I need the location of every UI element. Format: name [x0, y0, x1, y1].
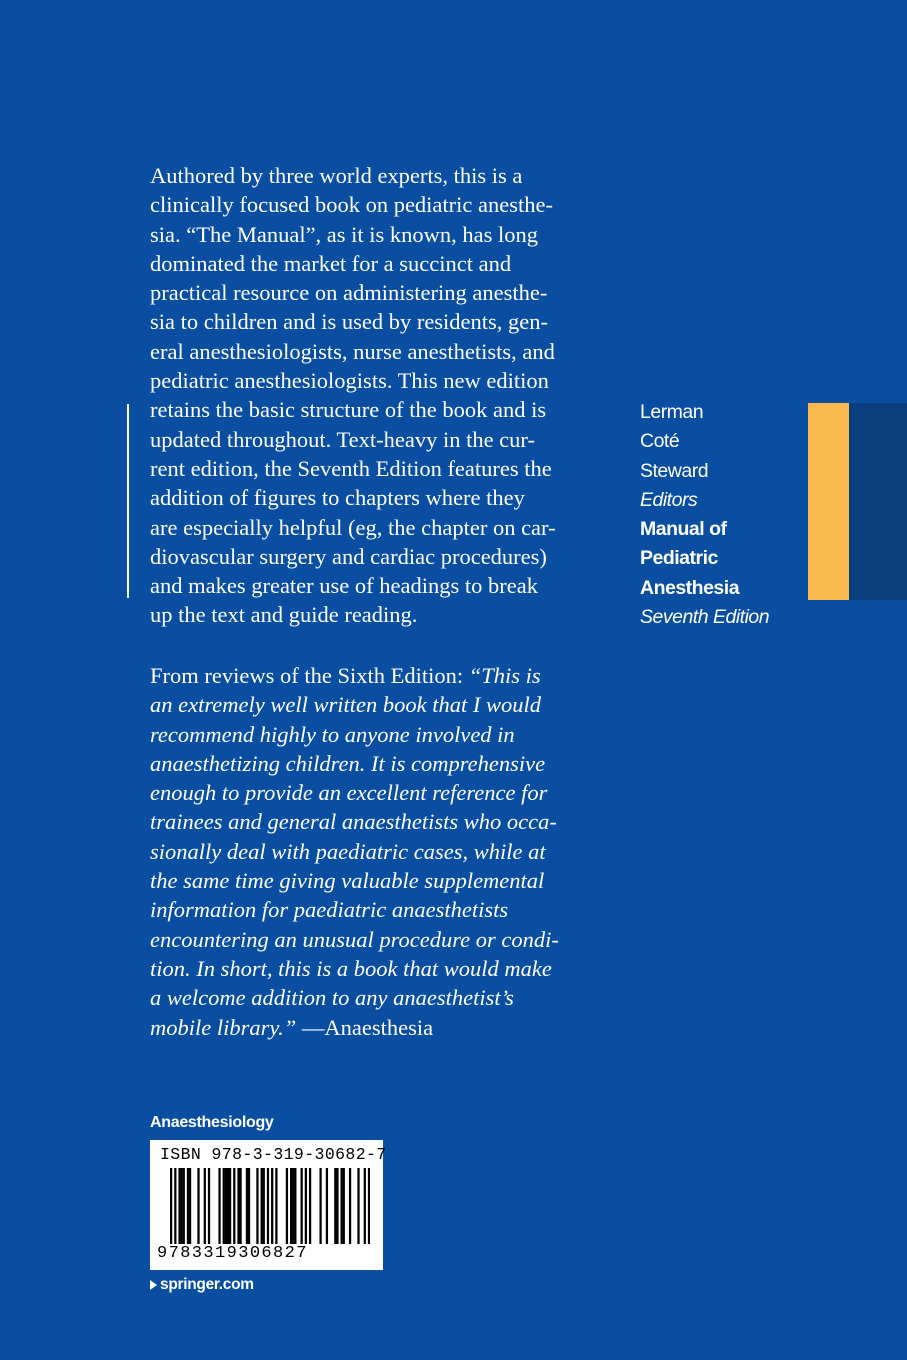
barcode-bar — [267, 1168, 269, 1244]
description-line: sia. “The Manual”, as it is known, has long — [150, 221, 539, 247]
dark-stripe — [849, 403, 907, 600]
author-name: Steward — [640, 459, 709, 482]
barcode-bar — [309, 1168, 311, 1244]
description-line: up the text and guide reading. — [150, 602, 418, 628]
barcode-bar — [256, 1168, 258, 1244]
review-attribution: —Anaesthesia — [296, 1014, 434, 1040]
review-line: tion. In short, this is a book that would make — [150, 955, 552, 981]
barcode-bar — [305, 1168, 307, 1244]
gold-stripe — [808, 403, 849, 600]
barcode-bar — [233, 1168, 235, 1244]
review-line: anaesthetizing children. It is comprehensive — [150, 750, 546, 776]
editors-label: Editors — [640, 488, 698, 511]
barcode-bar — [174, 1168, 176, 1244]
barcode-bar — [170, 1168, 172, 1244]
description-line: dominated the market for a succinct and — [150, 250, 512, 276]
barcode-bar — [263, 1168, 265, 1244]
review-line: the same time giving valuable supplemental — [150, 868, 545, 894]
arrow-right-icon — [150, 1280, 157, 1290]
barcode-bar — [336, 1168, 338, 1244]
barcode-bar — [197, 1168, 199, 1244]
ean-digits: 9783319306827 — [157, 1244, 308, 1263]
barcode-bar — [181, 1168, 183, 1244]
review-line: trainees and general anaesthetists who occa- — [150, 809, 557, 835]
barcode-bar — [225, 1168, 227, 1244]
barcode-bar — [294, 1168, 296, 1244]
barcode-bar — [292, 1168, 294, 1244]
review-line: enough to provide an excellent reference for — [150, 780, 548, 806]
barcode-bar — [248, 1168, 250, 1244]
description-line: Authored by three world experts, this is a — [150, 163, 523, 188]
barcode-bar — [301, 1168, 303, 1244]
barcode-bar — [208, 1168, 210, 1244]
barcode-bar — [349, 1168, 351, 1244]
review-quote — [150, 661, 600, 1042]
description-line: updated throughout. Text-heavy in the cur- — [150, 426, 535, 452]
publisher-url: springer.com — [160, 1276, 254, 1293]
barcode-bar — [334, 1168, 336, 1244]
description-line: diovascular surgery and cardiac procedures) — [150, 543, 547, 569]
review-line: sionally deal with paediatric cases, while at — [150, 838, 546, 864]
barcode-bar — [189, 1168, 191, 1244]
vertical-rule — [127, 404, 129, 598]
description-line: rent edition, the Seventh Edition features the — [150, 455, 552, 481]
barcode-bar — [237, 1168, 239, 1244]
review-quote-end: mobile library.” — [150, 1014, 297, 1040]
barcode-bar — [187, 1168, 189, 1244]
review-quote-start: “This is — [468, 663, 541, 688]
review-line — [150, 1013, 600, 1042]
barcode-bar — [261, 1168, 263, 1244]
description-line: eral anesthesiologists, nurse anesthetists, and — [150, 338, 555, 364]
description-line: sia to children and is used by residents, gen- — [150, 309, 549, 335]
review-line: recommend highly to anyone involved in — [150, 721, 515, 747]
barcode-bar — [218, 1168, 220, 1244]
barcode-bar — [229, 1168, 231, 1244]
barcode-bar — [275, 1168, 277, 1244]
barcode-image — [170, 1168, 370, 1244]
barcode-bar — [326, 1168, 328, 1244]
description-line: retains the basic structure of the book and is — [150, 397, 547, 423]
book-title-line: Anesthesia — [640, 576, 740, 599]
review-line: encountering an unusual procedure or condi- — [150, 926, 559, 952]
barcode-bar — [319, 1168, 321, 1244]
book-title-line: Manual of — [640, 518, 727, 541]
barcode-bar — [227, 1168, 229, 1244]
barcode-bar — [239, 1168, 241, 1244]
subject-category: Anaesthesiology — [150, 1114, 274, 1131]
barcode-bar — [178, 1168, 180, 1244]
barcode-bar — [357, 1168, 359, 1244]
description-line: clinically focused book on pediatric anesthe- — [150, 192, 553, 218]
barcode-bar — [271, 1168, 273, 1244]
edition-label: Seventh Edition — [640, 606, 770, 629]
review-line: an extremely well written book that I would — [150, 692, 541, 718]
barcode-bar — [223, 1168, 225, 1244]
review-line: information for paediatric anaesthetists — [150, 897, 509, 923]
barcode-bar — [204, 1168, 206, 1244]
review-line — [150, 661, 600, 690]
barcode-bar — [183, 1168, 185, 1244]
barcode-bar — [246, 1168, 248, 1244]
barcode-bar — [343, 1168, 345, 1244]
barcode-bar — [341, 1168, 343, 1244]
title-block — [640, 398, 800, 632]
description-line: practical resource on administering anesthe- — [150, 280, 548, 306]
author-name: Coté — [640, 430, 680, 453]
description-line: addition of figures to chapters where they — [150, 485, 525, 511]
isbn-number: ISBN 978-3-319-30682-7 — [160, 1145, 387, 1164]
book-title-line: Pediatric — [640, 547, 718, 570]
author-name: Lerman — [640, 401, 704, 423]
review-intro: From reviews of the Sixth Edition: — [150, 663, 469, 688]
description-line: pediatric anesthesiologists. This new edition — [150, 368, 549, 394]
review-line: a welcome addition to any anaesthetist’s — [150, 985, 514, 1011]
barcode-bar — [290, 1168, 292, 1244]
book-description — [150, 161, 600, 630]
barcode-bar — [364, 1168, 366, 1244]
barcode-label — [150, 1140, 387, 1270]
description-line: are especially helpful (eg, the chapter on car- — [150, 514, 556, 540]
publisher-link[interactable] — [150, 1276, 254, 1294]
barcode-bar — [286, 1168, 288, 1244]
description-line: and makes greater use of headings to break — [150, 573, 538, 599]
barcode-bar — [368, 1168, 370, 1244]
